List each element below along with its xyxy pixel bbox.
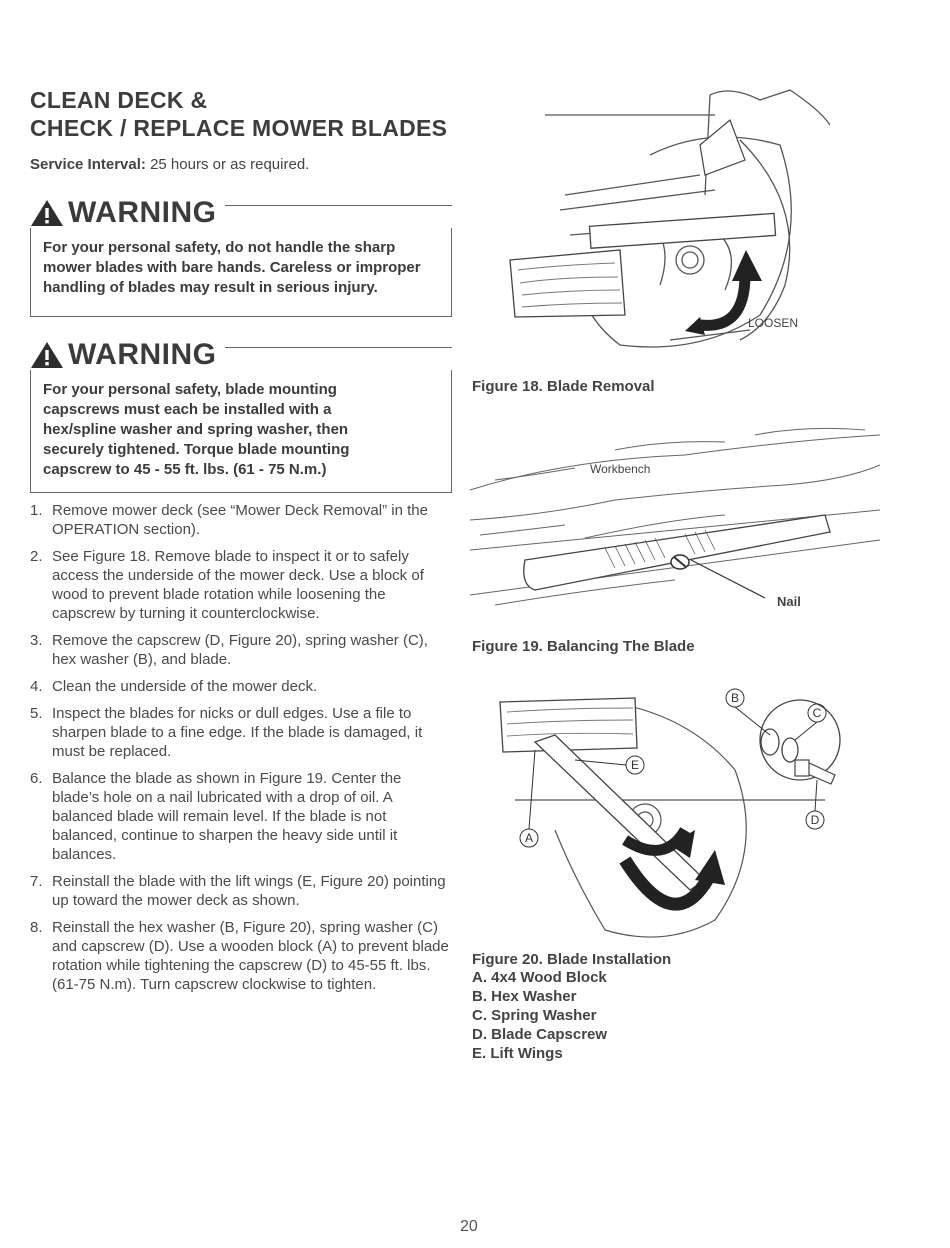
label-loosen: LOOSEN bbox=[748, 316, 799, 330]
step-3 bbox=[30, 631, 450, 669]
legend-item-e: E. Lift Wings bbox=[472, 1045, 563, 1062]
step-text: Remove mower deck (see “Mower Deck Removal” in the OPERATION section). bbox=[52, 502, 428, 538]
warning-box-1 bbox=[30, 196, 452, 317]
legend-item-d: D. Blade Capscrew bbox=[472, 1026, 608, 1043]
step-number: 1. bbox=[30, 502, 43, 519]
legend-item-b: B. Hex Washer bbox=[472, 988, 577, 1005]
callout-e: E bbox=[630, 758, 640, 772]
step-number: 7. bbox=[30, 873, 43, 890]
legend-item-c: C. Spring Washer bbox=[472, 1007, 597, 1024]
step-2 bbox=[30, 547, 450, 623]
figure-18-caption: Figure 18. Blade Removal bbox=[472, 378, 655, 395]
warning-rule-2 bbox=[225, 347, 453, 348]
warning-heading-1: WARNING bbox=[68, 196, 217, 229]
service-interval-label: Service Interval: bbox=[30, 156, 146, 173]
callout-a: A bbox=[524, 831, 534, 845]
procedure-steps bbox=[30, 501, 450, 1002]
step-text: Inspect the blades for nicks or dull edges. Use a file to sharpen blade to a fine edge. If the blade is damaged, it must be replaced. bbox=[52, 705, 423, 760]
step-text: Balance the blade as shown in Figure 19. Center the blade’s hole on a nail lubricated with a drop of oil. A balanced blade will remain level. If the blade is not balanced, continue to sharpen the heavy side until it balances. bbox=[52, 770, 402, 863]
step-6 bbox=[30, 769, 450, 864]
callout-d: D bbox=[810, 813, 820, 827]
label-nail: Nail bbox=[777, 594, 801, 609]
step-number: 4. bbox=[30, 678, 43, 695]
figure-20-legend bbox=[472, 968, 607, 1063]
callout-b: B bbox=[730, 691, 740, 705]
warning-text-1: For your personal safety, do not handle the sharp mower blades with bare hands. Careless or improper handling of blades may result in serious injury. bbox=[43, 239, 421, 296]
title-line-1: CLEAN DECK & bbox=[30, 87, 208, 113]
page-title bbox=[30, 86, 447, 142]
step-number: 3. bbox=[30, 632, 43, 649]
figure-19-balancing-blade-illustration bbox=[465, 420, 885, 625]
step-text: Reinstall the hex washer (B, Figure 20), spring washer (C) and capscrew (D). Use a wooden block (A) to prevent blade rotation while tightening the capscrew (D) to 45-55 ft. lbs. (61-75 N.m). Turn capscrew clockwise to tighten. bbox=[52, 919, 449, 993]
figure-20-blade-installation-illustration bbox=[495, 680, 855, 948]
step-1 bbox=[30, 501, 450, 539]
page-number: 20 bbox=[460, 1218, 478, 1235]
step-number: 5. bbox=[30, 705, 43, 722]
step-text: Clean the underside of the mower deck. bbox=[52, 678, 318, 695]
title-line-2: CHECK / REPLACE MOWER BLADES bbox=[30, 115, 448, 141]
legend-item-a: A. 4x4 Wood Block bbox=[472, 969, 607, 986]
service-interval bbox=[30, 156, 309, 173]
step-5 bbox=[30, 704, 450, 761]
callout-c: C bbox=[812, 706, 822, 720]
warning-box-2 bbox=[30, 338, 452, 493]
figure-20-caption: Figure 20. Blade Installation bbox=[472, 951, 672, 968]
step-8 bbox=[30, 918, 450, 994]
figure-18-blade-removal-illustration bbox=[500, 85, 830, 355]
warning-rule-1 bbox=[225, 205, 453, 206]
step-text: See Figure 18. Remove blade to inspect it or to safely access the underside of the mower deck. Use a block of wood to prevent blade rotation while loosening the capscrew by turning it counterclockwise. bbox=[52, 548, 424, 622]
step-number: 2. bbox=[30, 548, 43, 565]
warning-header-2 bbox=[30, 340, 452, 370]
warning-text-2: For your personal safety, blade mounting capscrews must each be installed with a hex/spline washer and spring washer, then securely tightened. Torque blade mounting capscrew to 45 - 55 ft. lbs. (61 - 75 N.m.) bbox=[43, 381, 350, 478]
step-4 bbox=[30, 677, 450, 696]
warning-header-1 bbox=[30, 198, 452, 228]
step-text: Remove the capscrew (D, Figure 20), spring washer (C), hex washer (B), and blade. bbox=[52, 632, 428, 668]
warning-heading-2: WARNING bbox=[68, 338, 217, 371]
warning-triangle-icon bbox=[30, 198, 64, 228]
step-7 bbox=[30, 872, 450, 910]
step-text: Reinstall the blade with the lift wings (E, Figure 20) pointing up toward the mower deck as shown. bbox=[52, 873, 446, 909]
step-number: 8. bbox=[30, 919, 43, 936]
warning-triangle-icon bbox=[30, 340, 64, 370]
label-workbench: Workbench bbox=[590, 462, 651, 476]
step-number: 6. bbox=[30, 770, 43, 787]
service-interval-value: 25 hours or as required. bbox=[145, 156, 310, 173]
figure-19-caption: Figure 19. Balancing The Blade bbox=[472, 638, 695, 655]
